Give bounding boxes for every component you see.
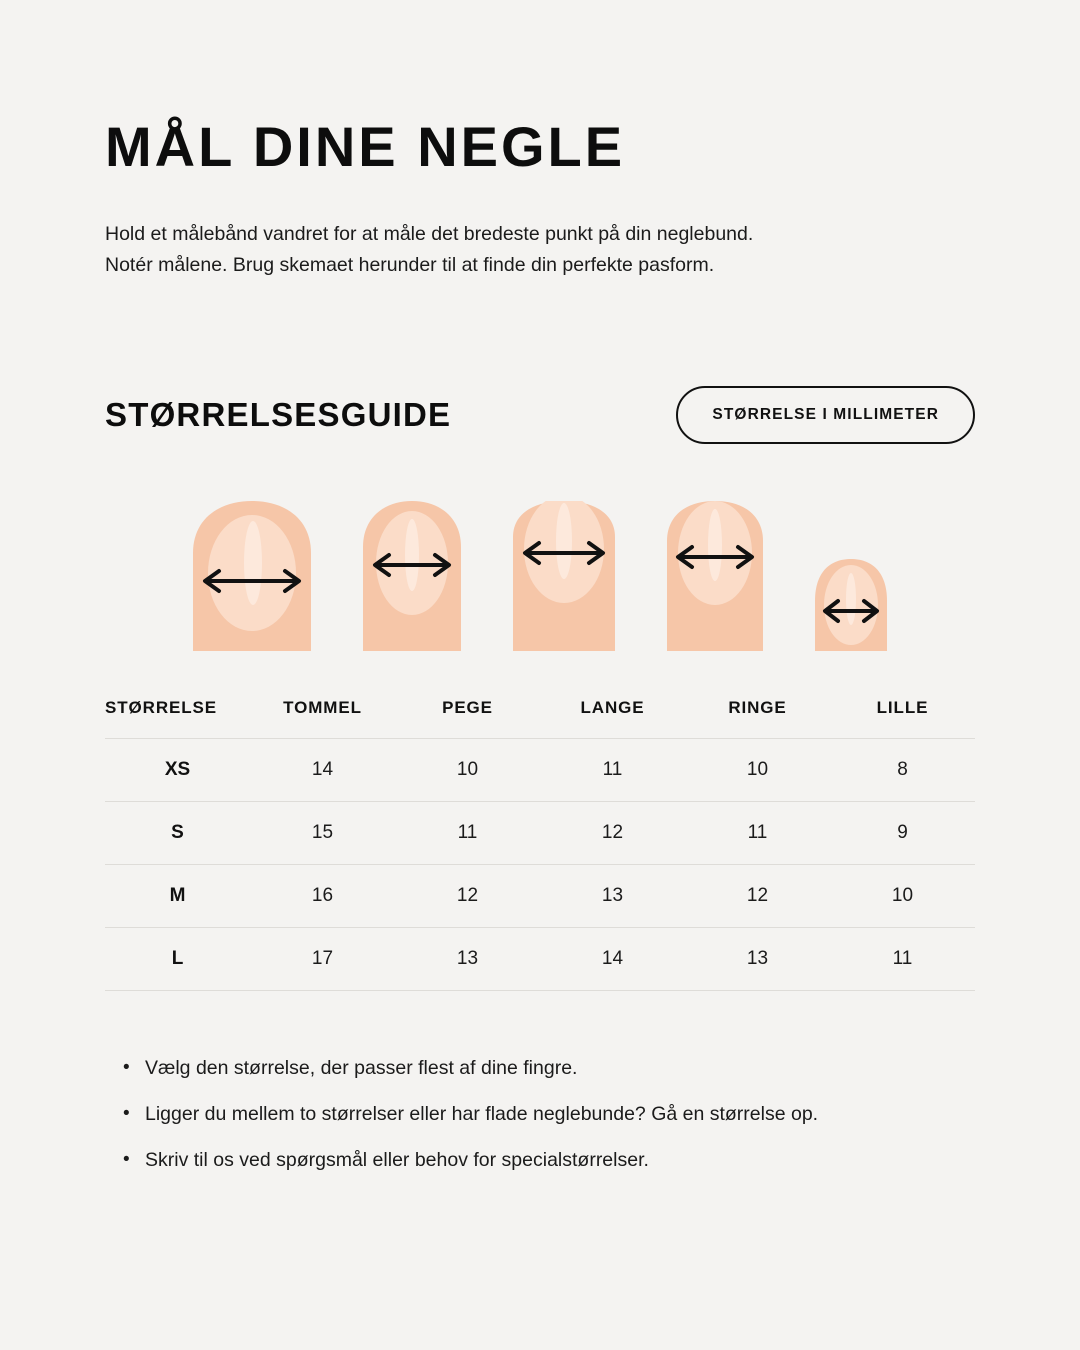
lange-nail-svg — [513, 501, 615, 651]
ringe-nail-svg — [667, 501, 763, 651]
table-row — [105, 738, 975, 801]
page-title: MÅL DINE NEGLE — [105, 115, 626, 178]
row-size-m: M — [105, 864, 250, 927]
cell-s-tommel: 15 — [250, 801, 395, 864]
size-table — [105, 698, 975, 991]
table-row — [105, 801, 975, 864]
lille-nail — [815, 501, 887, 656]
tommel-nail — [193, 501, 311, 656]
cell-m-tommel: 16 — [250, 864, 395, 927]
cell-l-lange: 14 — [540, 927, 685, 990]
size-table-body — [105, 738, 975, 990]
size-guide-title: STØRRELSESGUIDE — [105, 395, 452, 433]
list-item: • Skriv til os ved spørgsmål eller behov for specialstørrelser. — [123, 1145, 975, 1175]
table-header-row — [105, 698, 975, 739]
lille-nail-svg — [815, 501, 887, 651]
list-item: • Vælg den størrelse, der passer flest af dine fingre. — [123, 1053, 975, 1083]
header-size: STØRRELSE — [105, 697, 218, 717]
nail-illustrations — [105, 496, 975, 656]
cell-m-lange: 13 — [540, 864, 685, 927]
cell-l-tommel: 17 — [250, 927, 395, 990]
header-tommel: TOMMEL — [283, 697, 362, 717]
row-size-l: L — [105, 927, 250, 990]
cell-s-pege: 11 — [395, 801, 540, 864]
intro-paragraph — [105, 177, 965, 282]
size-table-head — [105, 698, 975, 739]
row-size-s: S — [105, 801, 250, 864]
pege-nail — [363, 501, 461, 656]
table-row — [105, 927, 975, 990]
table-row — [105, 864, 975, 927]
cell-xs-tommel: 14 — [250, 738, 395, 801]
cell-xs-pege: 10 — [395, 738, 540, 801]
tommel-nail-svg — [193, 501, 311, 651]
cell-m-lille: 10 — [830, 864, 975, 927]
cell-s-ringe: 11 — [685, 801, 830, 864]
list-item: • Ligger du mellem to størrelser eller har flade neglebunde? Gå en størrelse op. — [123, 1099, 975, 1129]
cell-m-ringe: 12 — [685, 864, 830, 927]
header-lille: LILLE — [876, 697, 929, 717]
cell-xs-ringe: 10 — [685, 738, 830, 801]
cell-s-lille: 9 — [830, 801, 975, 864]
header-pege: PEGE — [442, 697, 493, 717]
row-size-xs: XS — [105, 738, 250, 801]
unit-badge: STØRRELSE I MILLIMETER — [676, 386, 975, 444]
cell-l-ringe: 13 — [685, 927, 830, 990]
size-guide-header-row — [105, 386, 975, 444]
cell-s-lange: 12 — [540, 801, 685, 864]
pege-nail-svg — [363, 501, 461, 651]
cell-xs-lille: 8 — [830, 738, 975, 801]
notes-list — [105, 991, 975, 1176]
cell-l-pege: 13 — [395, 927, 540, 990]
cell-xs-lange: 11 — [540, 738, 685, 801]
header-ringe: RINGE — [728, 697, 787, 717]
intro-line-2: Notér målene. Brug skemaet herunder til at finde din perfekte pasform. — [105, 254, 715, 277]
cell-m-pege: 12 — [395, 864, 540, 927]
ringe-nail — [667, 501, 763, 656]
header-lange: LANGE — [580, 697, 645, 717]
lange-nail — [513, 501, 615, 656]
cell-l-lille: 11 — [830, 927, 975, 990]
intro-line-1: Hold et målebånd vandret for at måle det bredeste punkt på din neglebund. — [105, 222, 754, 245]
